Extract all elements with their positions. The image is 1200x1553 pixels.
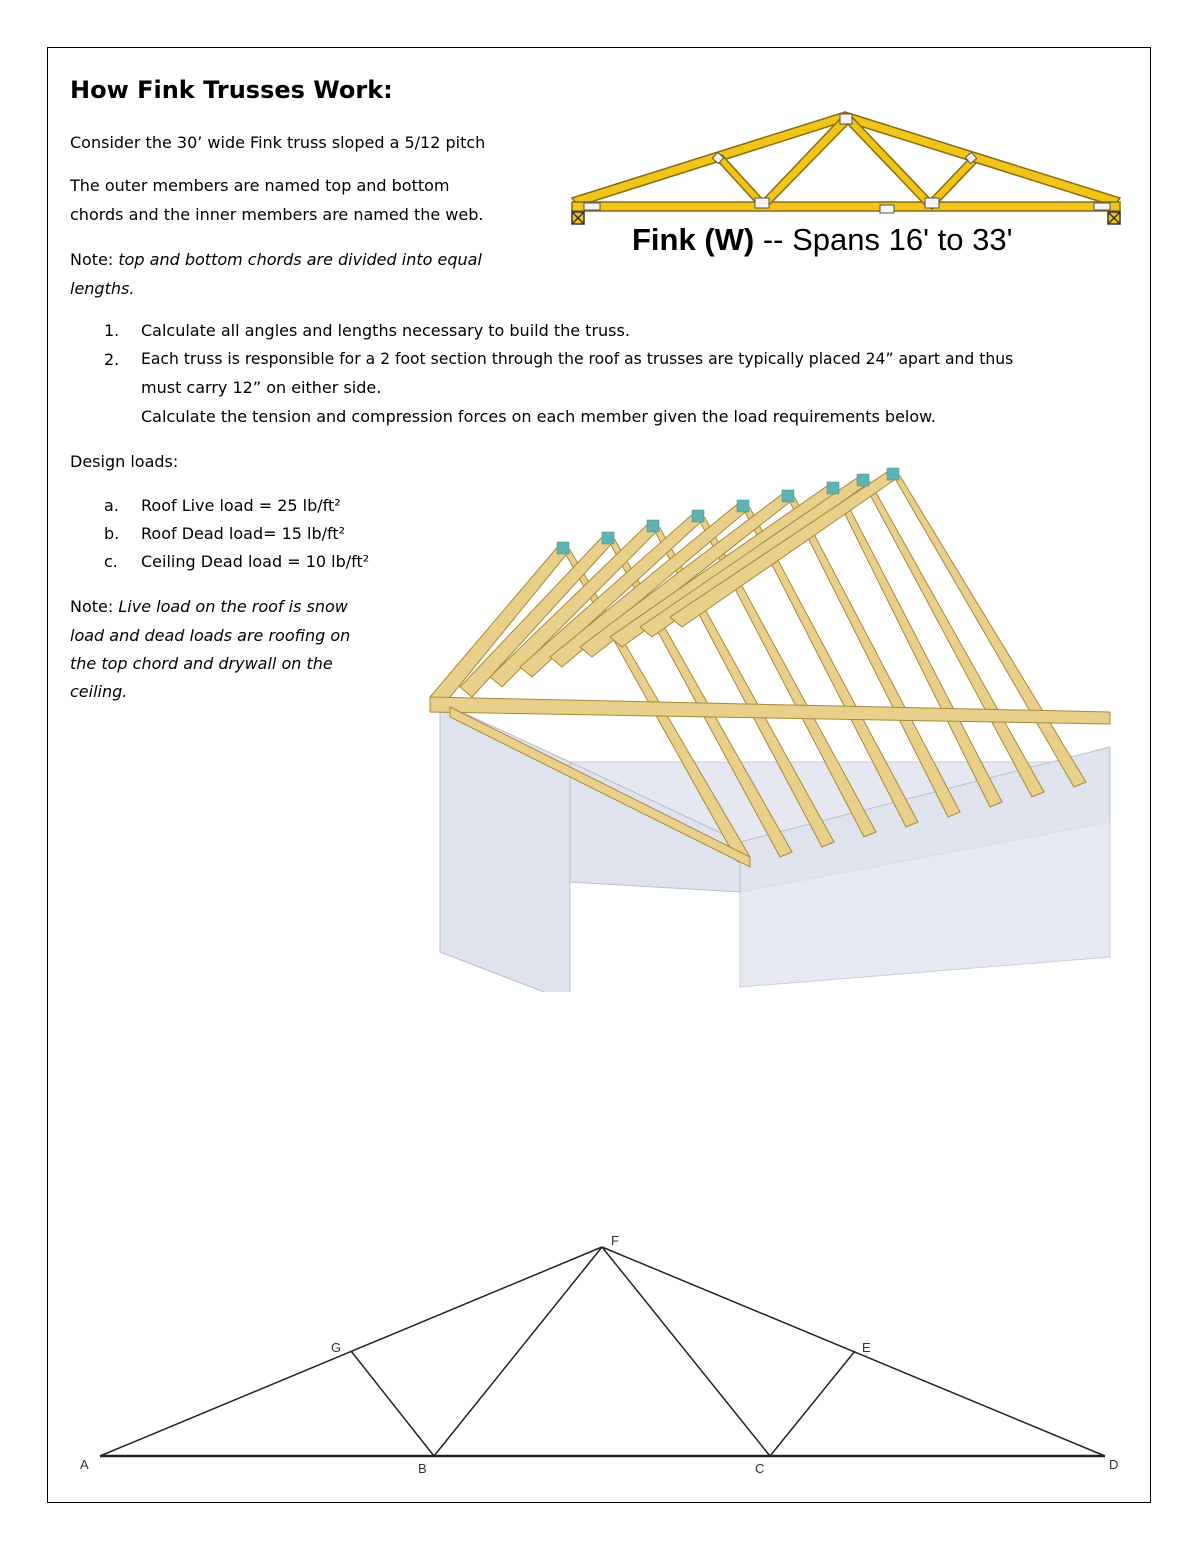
note-2-line-2: load and dead loads are roofing on	[70, 626, 351, 645]
fink-truss-diagram	[0, 1225, 1200, 1485]
task-number-1: 1.	[104, 321, 120, 340]
task-2-line-2: must carry 12” on either side.	[141, 378, 382, 397]
members-text-1: The outer members are named top and bottom	[70, 176, 450, 195]
node-label-d: D	[1109, 1457, 1119, 1472]
node-label-c: C	[755, 1461, 765, 1476]
web-fc	[602, 1247, 770, 1456]
node-label-a: A	[80, 1457, 89, 1472]
truss-members	[572, 112, 1120, 211]
web-gb	[351, 1351, 434, 1456]
load-item-a: Roof Live load = 25 lb/ft²	[141, 496, 341, 515]
node-label-f: F	[611, 1233, 619, 1248]
node-label-e: E	[862, 1340, 871, 1355]
note-chords	[70, 245, 482, 274]
roof-trusses-3d-illustration	[420, 462, 1130, 992]
note-label: Note:	[70, 250, 114, 269]
truss-plates	[584, 114, 1110, 213]
load-item-c: Ceiling Dead load = 10 lb/ft²	[141, 552, 370, 571]
top-chord-right	[602, 1247, 1105, 1456]
load-item-b: Roof Dead load= 15 lb/ft²	[141, 524, 346, 543]
fink-truss-illustration	[568, 106, 1124, 230]
task-1-line-1: Calculate all angles and lengths necessary to build the truss.	[141, 321, 630, 340]
page-title: How Fink Trusses Work:	[70, 76, 393, 104]
task-2-line-1: Each truss is responsible for a 2 foot section through the roof as trusses are typically placed 24” apart and thus	[141, 350, 1014, 368]
note-live-load	[70, 592, 348, 621]
diagram-members	[100, 1247, 1105, 1456]
load-letter-c: c.	[104, 552, 118, 571]
load-letter-a: a.	[104, 496, 119, 515]
note-text-cont: lengths.	[70, 279, 135, 298]
load-letter-b: b.	[104, 524, 120, 543]
node-label-b: B	[418, 1461, 427, 1476]
note-2-line-3: the top chord and drywall on the	[70, 654, 333, 673]
note-text: top and bottom chords are divided into equal	[118, 250, 482, 269]
fink-caption-bold: Fink (W)	[632, 222, 755, 257]
intro-text: Consider the 30’ wide Fink truss sloped a 5/12 pitch	[70, 133, 486, 152]
fink-caption	[632, 222, 1013, 258]
task-2-line-3: Calculate the tension and compression forces on each member given the load requirements below.	[141, 407, 936, 426]
note-2-line-1: Live load on the roof is snow	[118, 597, 348, 616]
web-bf	[434, 1247, 602, 1456]
node-label-g: G	[331, 1340, 342, 1355]
task-number-2: 2.	[104, 350, 120, 369]
fink-caption-rest: -- Spans 16' to 33'	[754, 222, 1013, 257]
members-text-2: chords and the inner members are named the web.	[70, 205, 484, 224]
note-2-line-4: ceiling.	[70, 682, 128, 701]
web-ce	[770, 1351, 855, 1456]
note-label-2: Note:	[70, 597, 114, 616]
design-loads-label: Design loads:	[70, 452, 179, 471]
